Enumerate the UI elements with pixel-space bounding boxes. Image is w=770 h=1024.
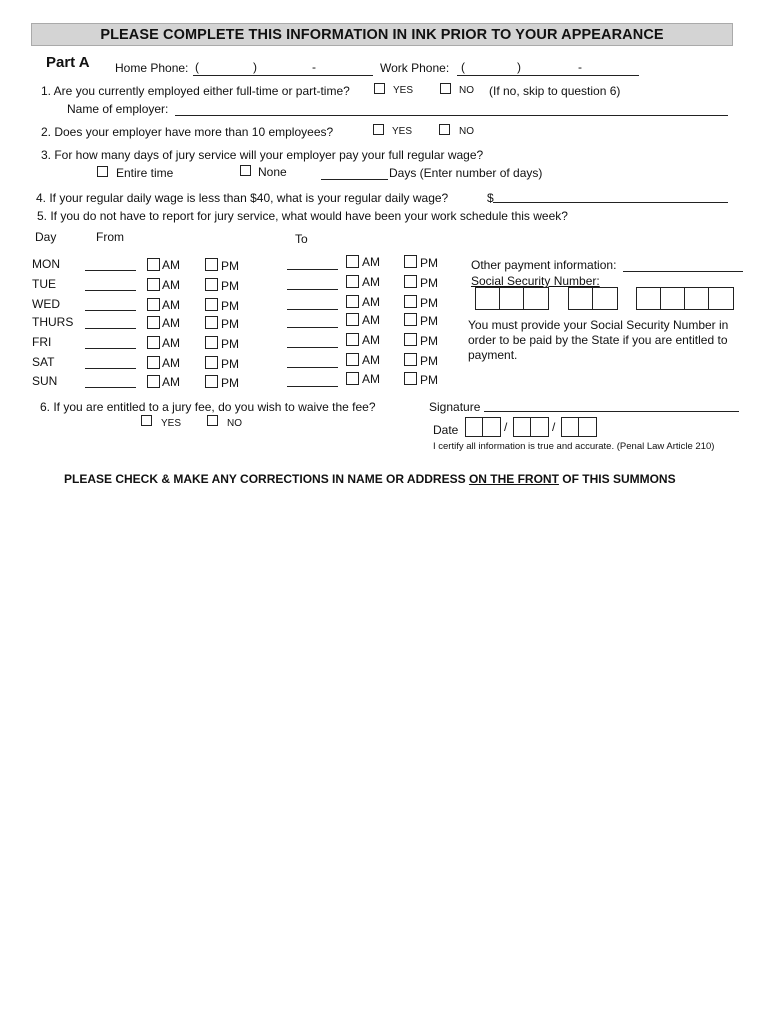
q3-none-checkbox[interactable] (240, 165, 251, 176)
home-phone-open-paren: ( (195, 60, 199, 74)
part-label: Part A (46, 54, 90, 71)
to-column-header: To (295, 232, 308, 246)
work-phone-dash: - (578, 60, 582, 74)
question-5: 5. If you do not have to report for jury service, what would have been your work schedule this week? (37, 209, 568, 223)
q2-no-checkbox[interactable] (439, 124, 450, 135)
thurs-from-am-checkbox[interactable] (147, 316, 160, 329)
ssn-note-line-1: You must provide your Social Security Number in (468, 318, 729, 332)
mon-from-am-label: AM (162, 258, 180, 272)
tue-to-am-checkbox[interactable] (346, 275, 359, 288)
wed-from-pm-label: PM (221, 299, 239, 313)
day-sun-label: SUN (32, 374, 58, 388)
ssn-label: Social Security Number: (471, 274, 600, 288)
sat-to-time-field[interactable] (287, 367, 338, 368)
q1-no-checkbox[interactable] (440, 83, 451, 94)
sat-to-am-label: AM (362, 353, 380, 367)
q2-yes-label: YES (392, 126, 413, 137)
tue-from-time-field[interactable] (85, 290, 136, 291)
sat-from-time-field[interactable] (85, 368, 136, 369)
fri-from-am-checkbox[interactable] (147, 336, 160, 349)
mon-to-am-label: AM (362, 255, 380, 269)
wed-to-pm-label: PM (420, 296, 438, 310)
sat-from-am-label: AM (162, 356, 180, 370)
sun-to-am-label: AM (362, 372, 380, 386)
thurs-from-am-label: AM (162, 316, 180, 330)
fri-to-time-field[interactable] (287, 347, 338, 348)
sun-to-time-field[interactable] (287, 386, 338, 387)
home-phone-close-paren: ) (253, 60, 257, 74)
date-year-boxes[interactable] (561, 417, 597, 437)
q1-skip-note: (If no, skip to question 6) (489, 84, 621, 98)
q6-yes-label: YES (161, 418, 182, 429)
signature-label: Signature (429, 400, 481, 414)
mon-to-am-checkbox[interactable] (346, 255, 359, 268)
daily-wage-field[interactable] (493, 202, 728, 203)
fri-from-time-field[interactable] (85, 348, 136, 349)
home-phone-label: Home Phone: (115, 61, 189, 75)
fri-to-am-checkbox[interactable] (346, 333, 359, 346)
q3-days-field[interactable] (321, 179, 388, 180)
sun-to-am-checkbox[interactable] (346, 372, 359, 385)
day-wed-label: WED (32, 297, 60, 311)
mon-to-pm-checkbox[interactable] (404, 255, 417, 268)
tue-from-pm-checkbox[interactable] (205, 278, 218, 291)
tue-from-am-checkbox[interactable] (147, 278, 160, 291)
other-payment-label: Other payment information: (471, 258, 617, 272)
question-1: 1. Are you currently employed either full-time or part-time? (41, 84, 350, 98)
date-month-boxes[interactable] (465, 417, 501, 437)
footer-text-pre: PLEASE CHECK & MAKE ANY CORRECTIONS IN NAME OR ADDRESS (64, 472, 469, 486)
ssn-group-2[interactable] (568, 287, 618, 310)
wed-from-am-checkbox[interactable] (147, 298, 160, 311)
sat-from-pm-checkbox[interactable] (205, 356, 218, 369)
day-mon-label: MON (32, 257, 60, 271)
q3-entire-label: Entire time (116, 166, 174, 180)
question-2: 2. Does your employer have more than 10 employees? (41, 125, 334, 139)
q1-no-label: NO (459, 85, 474, 96)
q2-yes-checkbox[interactable] (373, 124, 384, 135)
mon-from-pm-label: PM (221, 259, 239, 273)
day-tue-label: TUE (32, 277, 56, 291)
from-column-header: From (96, 230, 124, 244)
work-phone-open-paren: ( (461, 60, 465, 74)
home-phone-field[interactable] (193, 75, 373, 76)
sun-from-pm-label: PM (221, 376, 239, 390)
wed-from-am-label: AM (162, 298, 180, 312)
sun-to-pm-label: PM (420, 373, 438, 387)
q1-yes-checkbox[interactable] (374, 83, 385, 94)
date-slash-1: / (504, 420, 508, 434)
sun-from-am-checkbox[interactable] (147, 375, 160, 388)
day-sat-label: SAT (32, 355, 55, 369)
tue-from-pm-label: PM (221, 279, 239, 293)
thurs-to-pm-checkbox[interactable] (404, 313, 417, 326)
q6-no-label: NO (227, 418, 242, 429)
footer-instruction (64, 472, 676, 486)
q3-days-label: Days (Enter number of days) (389, 166, 543, 180)
fri-from-pm-label: PM (221, 337, 239, 351)
tue-from-am-label: AM (162, 278, 180, 292)
ssn-note-line-3: payment. (468, 348, 518, 362)
thurs-to-am-label: AM (362, 313, 380, 327)
fri-to-pm-label: PM (420, 334, 438, 348)
q2-no-label: NO (459, 126, 474, 137)
sun-to-pm-checkbox[interactable] (404, 372, 417, 385)
fri-to-pm-checkbox[interactable] (404, 333, 417, 346)
q1-yes-label: YES (393, 85, 414, 96)
day-column-header: Day (35, 230, 57, 244)
sat-to-am-checkbox[interactable] (346, 353, 359, 366)
question-3: 3. For how many days of jury service will your employer pay your full regular wage? (41, 148, 484, 162)
ssn-group-1[interactable] (475, 287, 549, 310)
thurs-from-time-field[interactable] (85, 328, 136, 329)
fri-to-am-label: AM (362, 333, 380, 347)
mon-from-time-field[interactable] (85, 270, 136, 271)
thurs-to-time-field[interactable] (287, 327, 338, 328)
work-phone-label: Work Phone: (380, 61, 450, 75)
wed-from-time-field[interactable] (85, 310, 136, 311)
q3-entire-checkbox[interactable] (97, 166, 108, 177)
thurs-to-am-checkbox[interactable] (346, 313, 359, 326)
tue-to-am-label: AM (362, 275, 380, 289)
question-4: 4. If your regular daily wage is less than $40, what is your regular daily wage? (36, 191, 449, 205)
tue-to-pm-checkbox[interactable] (404, 275, 417, 288)
mon-to-time-field[interactable] (287, 269, 338, 270)
q3-none-label: None (258, 165, 287, 179)
wage-dollar-sign: $ (487, 191, 494, 205)
home-phone-dash: - (312, 60, 316, 74)
sat-from-am-checkbox[interactable] (147, 356, 160, 369)
date-day-boxes[interactable] (513, 417, 549, 437)
wed-to-am-checkbox[interactable] (346, 295, 359, 308)
mon-from-pm-checkbox[interactable] (205, 258, 218, 271)
tue-to-time-field[interactable] (287, 289, 338, 290)
fri-from-am-label: AM (162, 336, 180, 350)
sun-from-am-label: AM (162, 375, 180, 389)
sun-from-time-field[interactable] (85, 387, 136, 388)
thurs-to-pm-label: PM (420, 314, 438, 328)
wed-to-time-field[interactable] (287, 309, 338, 310)
fri-from-pm-checkbox[interactable] (205, 336, 218, 349)
day-thurs-label: THURS (32, 315, 74, 329)
form-title: PLEASE COMPLETE THIS INFORMATION IN INK PRIOR TO YOUR APPEARANCE (31, 23, 733, 46)
other-payment-field[interactable] (623, 271, 743, 272)
footer-text-underlined: ON THE FRONT (468, 472, 559, 486)
q6-yes-checkbox[interactable] (141, 415, 152, 426)
thurs-from-pm-label: PM (221, 317, 239, 331)
question-6: 6. If you are entitled to a jury fee, do you wish to waive the fee? (40, 400, 376, 414)
date-slash-2: / (552, 420, 556, 434)
certify-statement: I certify all information is true and accurate. (Penal Law Article 210) (433, 441, 715, 452)
employer-label: Name of employer: (67, 102, 169, 116)
sun-from-pm-checkbox[interactable] (205, 375, 218, 388)
work-phone-close-paren: ) (517, 60, 521, 74)
sat-to-pm-checkbox[interactable] (404, 353, 417, 366)
date-label: Date (433, 423, 459, 437)
sat-from-pm-label: PM (221, 357, 239, 371)
ssn-group-3[interactable] (636, 287, 734, 310)
mon-to-pm-label: PM (420, 256, 438, 270)
thurs-from-pm-checkbox[interactable] (205, 316, 218, 329)
sat-to-pm-label: PM (420, 354, 438, 368)
signature-field[interactable] (484, 411, 739, 412)
wed-from-pm-checkbox[interactable] (205, 298, 218, 311)
wed-to-pm-checkbox[interactable] (404, 295, 417, 308)
q6-no-checkbox[interactable] (207, 415, 218, 426)
work-phone-field[interactable] (457, 75, 639, 76)
tue-to-pm-label: PM (420, 276, 438, 290)
wed-to-am-label: AM (362, 295, 380, 309)
footer-text-post: OF THIS SUMMONS (558, 472, 676, 486)
mon-from-am-checkbox[interactable] (147, 258, 160, 271)
ssn-note-line-2: order to be paid by the State if you are entitled to (468, 333, 728, 347)
day-fri-label: FRI (32, 335, 52, 349)
employer-name-field[interactable] (175, 115, 728, 116)
